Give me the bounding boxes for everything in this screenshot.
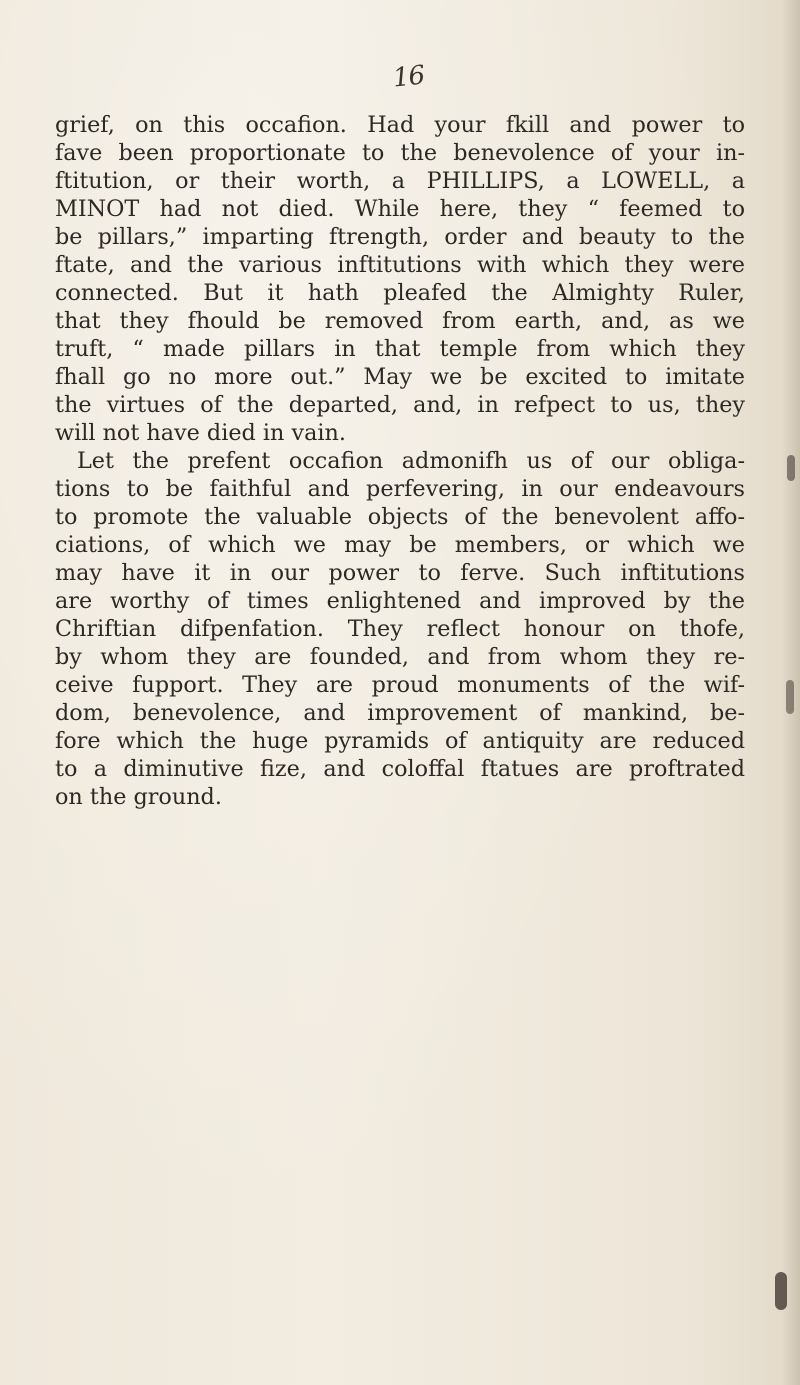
text-line: truft, “ made pillars in that temple from which they bbox=[55, 336, 745, 362]
text-line: grief, on this occafion. Had your fkill and power to bbox=[55, 112, 745, 138]
text-line: connected. But it hath pleafed the Almighty Ruler, bbox=[55, 280, 745, 306]
text-line: fore which the huge pyramids of antiquity are reduced bbox=[55, 728, 745, 754]
text-line: Let the prefent occafion admonifh us of our obliga- bbox=[77, 448, 745, 474]
text-line: be pillars,” imparting ftrength, order and beauty to the bbox=[55, 224, 745, 250]
text-line: MINOT had not died. While here, they “ feemed to bbox=[55, 196, 745, 222]
ink-blot bbox=[787, 455, 795, 481]
text-line: are worthy of times enlightened and improved by the bbox=[55, 588, 745, 614]
text-line: ftate, and the various inftitutions with which they were bbox=[55, 252, 745, 278]
text-line: fave been proportionate to the benevolence of your in- bbox=[55, 140, 745, 166]
text-line: to a diminutive fize, and coloffal ftatues are proftrated bbox=[55, 756, 745, 782]
text-line: the virtues of the departed, and, in refpect to us, they bbox=[55, 392, 745, 418]
text-line: will not have died in vain. bbox=[55, 420, 346, 446]
text-line: dom, benevolence, and improvement of mankind, be- bbox=[55, 700, 745, 726]
body-text bbox=[55, 111, 745, 811]
page-number: 16 bbox=[391, 60, 426, 94]
text-line: ftitution, or their worth, a PHILLIPS, a LOWELL, a bbox=[55, 168, 745, 194]
text-line: to promote the valuable objects of the benevolent affo- bbox=[55, 504, 745, 530]
text-line: tions to be faithful and perfevering, in our endeavours bbox=[55, 476, 745, 502]
text-line: ciations, of which we may be members, or which we bbox=[55, 532, 745, 558]
text-line: Chriftian difpenfation. They reflect honour on thofe, bbox=[55, 616, 745, 642]
text-line: may have it in our power to ferve. Such inftitutions bbox=[55, 560, 745, 586]
text-line: on the ground. bbox=[55, 784, 222, 810]
text-line: by whom they are founded, and from whom they re- bbox=[55, 644, 745, 670]
ink-blot bbox=[786, 680, 794, 714]
text-line: ceive fupport. They are proud monuments of the wif- bbox=[55, 672, 745, 698]
text-line: fhall go no more out.” May we be excited to imitate bbox=[55, 364, 745, 390]
ink-blot bbox=[775, 1272, 787, 1310]
text-line: that they fhould be removed from earth, and, as we bbox=[55, 308, 745, 334]
